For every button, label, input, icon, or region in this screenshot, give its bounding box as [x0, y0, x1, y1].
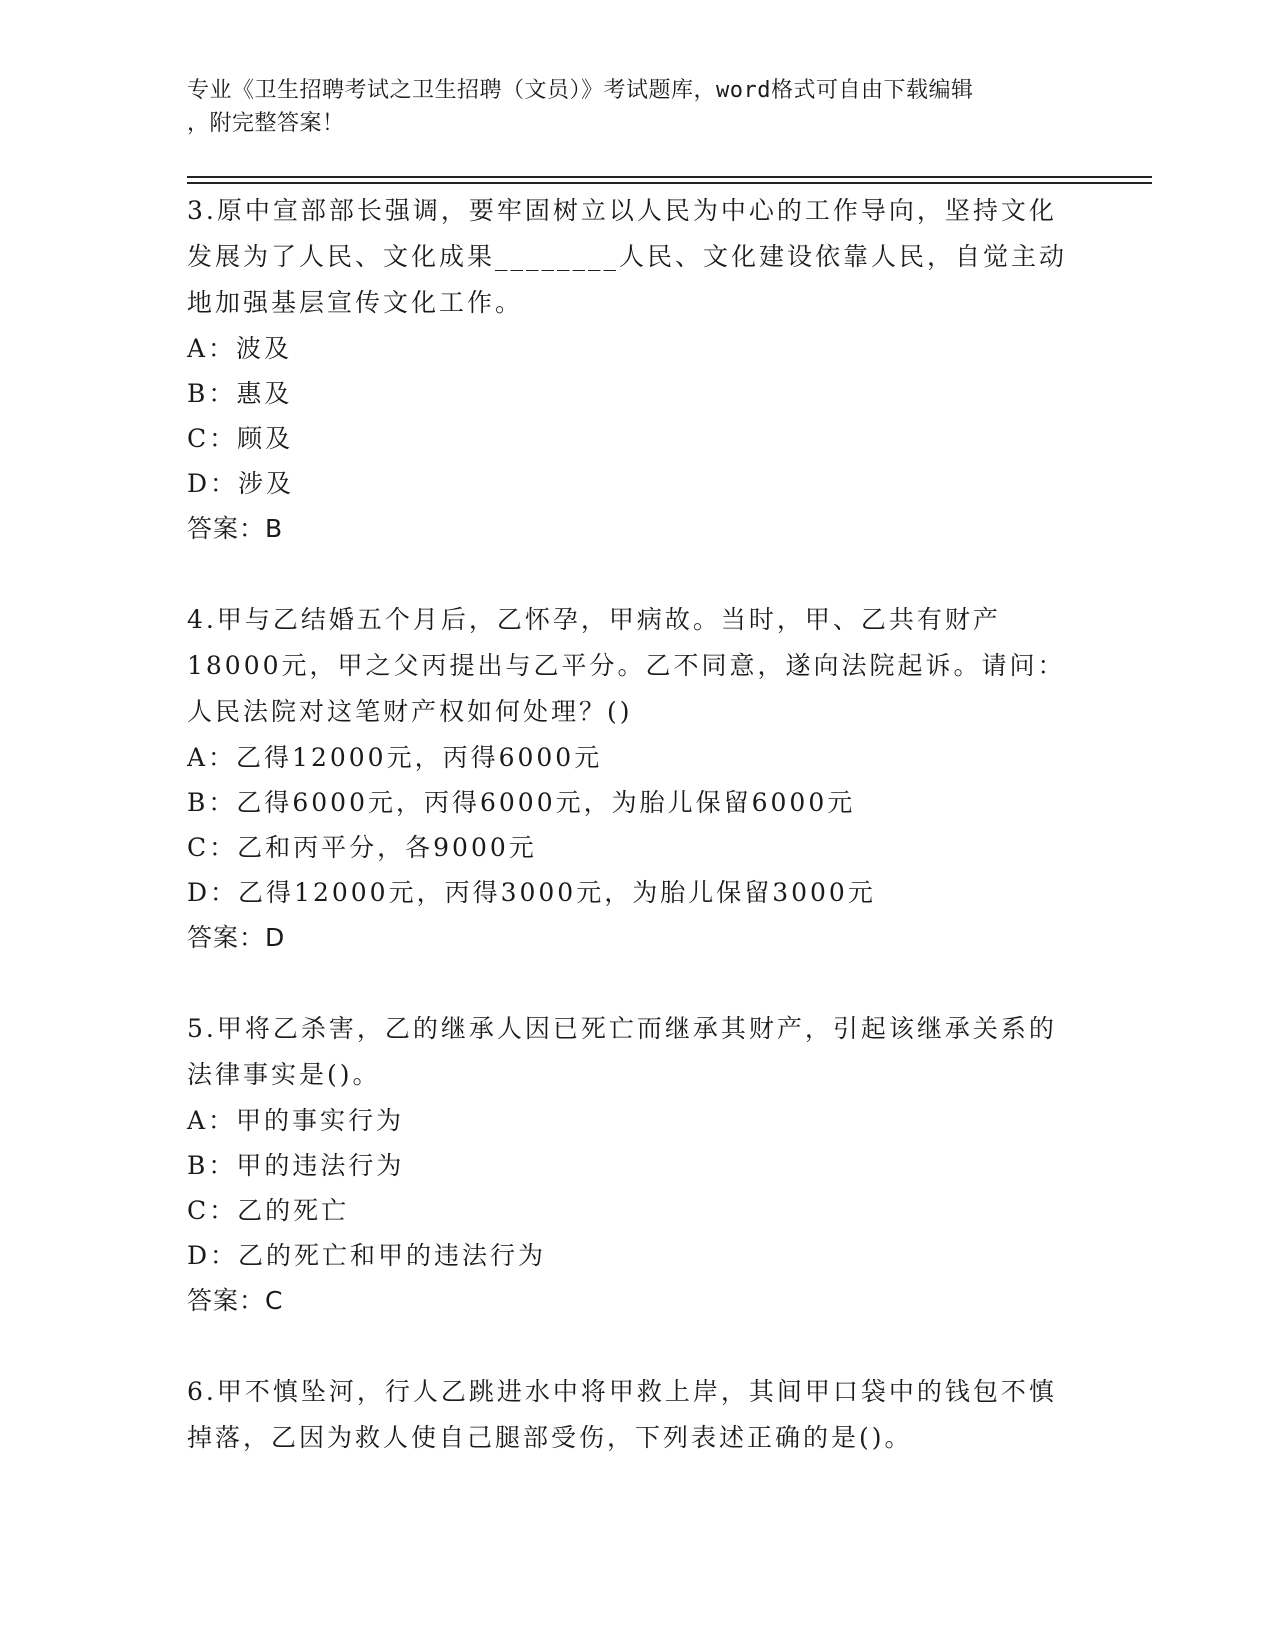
answer-line: 答案：C — [187, 1286, 284, 1315]
question-text: 6.甲不慎坠河，行人乙跳进水中将甲救上岸，其间甲口袋中的钱包不慎掉落，乙因为救人使自己腿部受伤，下列表述正确的是()。 — [187, 1377, 1057, 1452]
option-c: C：乙的死亡 — [187, 1196, 350, 1225]
option-a: A：甲的事实行为 — [187, 1106, 405, 1135]
question-4 — [187, 597, 1067, 960]
option-c: C：乙和丙平分，各9000元 — [187, 833, 537, 862]
option-b: B：惠及 — [187, 379, 293, 408]
header-divider-bottom — [187, 182, 1152, 184]
option-d: D：乙得12000元，丙得3000元，为胎儿保留3000元 — [187, 878, 876, 907]
header-line-1: 专业《卫生招聘考试之卫生招聘（文员）》考试题库，word格式可自由下载编辑 — [187, 78, 974, 103]
option-d: D：乙的死亡和甲的违法行为 — [187, 1241, 547, 1270]
question-5 — [187, 1006, 1067, 1323]
document-header — [187, 74, 1067, 140]
question-text: 3.原中宣部部长强调，要牢固树立以人民为中心的工作导向，坚持文化发展为了人民、文化成果________人民、文化建设依靠人民，自觉主动地加强基层宣传文化工作。 — [187, 196, 1068, 317]
option-a: A：波及 — [187, 334, 293, 363]
question-text: 5.甲将乙杀害，乙的继承人因已死亡而继承其财产，引起该继承关系的法律事实是()。 — [187, 1014, 1057, 1089]
question-list — [187, 188, 1067, 1507]
question-text: 4.甲与乙结婚五个月后，乙怀孕，甲病故。当时，甲、乙共有财产18000元，甲之父丙提出与乙平分。乙不同意，遂向法院起诉。请问：人民法院对这笔财产权如何处理？() — [187, 605, 1066, 726]
answer-line: 答案：B — [187, 514, 284, 543]
answer-line: 答案：D — [187, 923, 286, 952]
question-6 — [187, 1369, 1067, 1461]
question-3 — [187, 188, 1067, 551]
header-divider-top — [187, 176, 1152, 178]
option-a: A：乙得12000元，丙得6000元 — [187, 743, 603, 772]
option-c: C：顾及 — [187, 424, 294, 453]
option-d: D：涉及 — [187, 469, 295, 498]
option-b: B：乙得6000元，丙得6000元，为胎儿保留6000元 — [187, 788, 856, 817]
header-line-2: ，附完整答案！ — [187, 111, 345, 136]
option-b: B：甲的违法行为 — [187, 1151, 405, 1180]
